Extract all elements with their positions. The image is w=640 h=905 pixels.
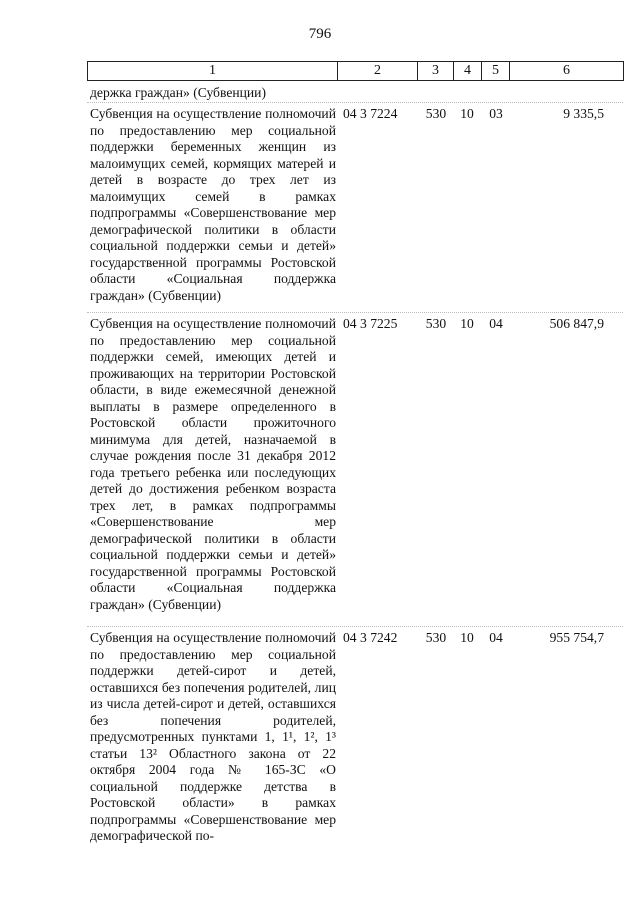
row-3-code: 04 3 7242 [343,630,398,645]
row-1-sum: 9 335,5 [563,106,604,121]
row-2-description: Субвенция на осуществление полномочий по предоставлению мер социальной поддержки семей, имеющих детей и проживающих на территории Ростовской области, в виде ежемесячной денежной выплаты в размере определенного в Ростовской области прожиточного минимума для детей, назначаемой в случае рождения после 31 декабря 2012 года третьего ребенка или последующих детей до достижения ребенком возраста трех лет, в рамках подпрограммы «Совершенствование мер демографической политики в области социальной поддержки семьи и детей» государственной программы Ростовской области «Социальная поддержка граждан» (Субвенции) [90,316,336,612]
row-2-code: 04 3 7225 [343,316,398,331]
row-divider [87,626,623,627]
row-2-pr: 04 [489,316,503,331]
column-header-6: 6 [510,62,624,81]
row-1-rz: 10 [460,106,474,121]
row-2-sum: 506 847,9 [549,316,604,331]
row-1-description: Субвенция на осуществление полномочий по предоставлению мер социальной поддержки беременных женщин из малоимущих семей, кормящих матерей и детей в возрасте до трех лет из малоимущих семей в рамках подпрограммы «Совершенствование мер демографической политики в области социальной поддержки семьи и детей» государственной программы Ростовской области «Социальная поддержка граждан» (Субвенции) [90,106,336,303]
column-header-3: 3 [418,62,454,81]
row-2-vr: 530 [425,316,447,331]
column-header-row [87,61,624,81]
row-divider [87,312,623,313]
row-3-pr: 04 [489,630,503,645]
row-3-description: Субвенция на осуществление полномочий по предоставлению мер социальной поддержки детей-сирот и детей, оставшихся без попечения родителей, лиц из числа детей-сирот и детей, оставшихся без попечения родителей, предусмотренных пунктами 1, 1¹, 1², 1³ статьи 13² Областного закона от 22 октября 2004 года № 165-ЗС «О социальной поддержке детства в Ростовской области» в рамках подпрограммы «Совершенствование мер демографической по- [90,630,336,843]
continuation-text: держка граждан» (Субвенции) [90,85,266,100]
column-header-1: 1 [88,62,338,81]
row-1-code: 04 3 7224 [343,106,398,121]
row-3-sum: 955 754,7 [549,630,604,645]
page-number: 796 [308,26,332,42]
column-header-5: 5 [482,62,510,81]
row-1-vr: 530 [425,106,447,121]
row-divider [87,102,623,103]
row-3-vr: 530 [425,630,447,645]
column-header-2: 2 [338,62,418,81]
column-header-4: 4 [454,62,482,81]
row-1-pr: 03 [489,106,503,121]
row-2-rz: 10 [460,316,474,331]
row-3-rz: 10 [460,630,474,645]
